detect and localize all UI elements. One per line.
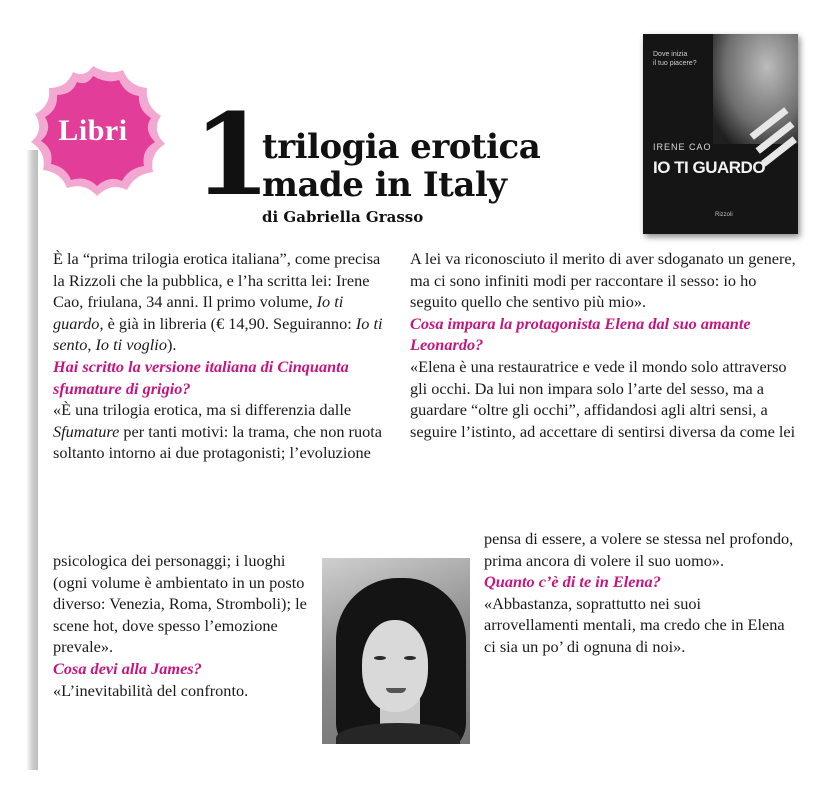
page-gutter-shadow — [26, 150, 38, 770]
section-label: Libri — [58, 114, 128, 147]
book-title-ref: Io ti guardo — [53, 292, 344, 333]
answer-2-continued: A lei va riconosciuto il merito di aver sdoganato un genere, ma ci sono infiniti modi per raccontare il sesso: io ho seguito quello che sentivo più mio». — [410, 249, 796, 312]
question-4: Quanto c’è di te in Elena? — [484, 572, 661, 592]
book-title-ref: Sfumature — [53, 421, 120, 441]
headline-number: 1 — [193, 90, 271, 221]
answer-4: «Abbastanza, soprattutto nei suoi arrovellamenti mentali, ma credo che in Elena ci sia un po’ di ognuna di noi». — [484, 593, 785, 656]
book-title: IO TI GUARDO — [653, 158, 766, 177]
intro-text: , è già in libreria (€ 14,90. Seguiranno: — [99, 313, 356, 333]
intro-paragraph — [53, 248, 393, 356]
book-title-ref: Io ti voglio — [95, 335, 167, 355]
intro-text: , — [87, 335, 96, 355]
book-publisher: Rizzoli — [715, 212, 733, 218]
photo-eye — [374, 656, 386, 660]
byline: di Gabriella Grasso — [262, 208, 424, 226]
headline-line-1: trilogia erotica — [262, 127, 541, 167]
article-column-left — [53, 248, 393, 464]
book-title-ref: Io ti sento — [53, 313, 383, 355]
answer-text: «È una trilogia erotica, ma si differenzia dalle — [53, 400, 352, 420]
author-portrait-photo — [322, 558, 470, 744]
intro-text: È la “prima trilogia erotica italiana”, come precisa la Rizzoli che la pubblica, e l’ha scritta lei: Irene Cao, friulana, 34 anni. Il primo volume, — [53, 249, 381, 312]
headline-line-2: made in Italy — [262, 165, 507, 205]
answer-3-continued: pensa di essere, a volere se stessa nel profondo, prima ancora di volere il suo uomo». — [484, 529, 794, 570]
article-column-left-narrow — [53, 550, 315, 701]
question-3: Cosa impara la protagonista Elena dal suo amante Leonardo? — [410, 313, 751, 355]
headline — [262, 128, 540, 204]
book-tagline-1: Dove inizia — [653, 51, 688, 58]
intro-text: ). — [166, 335, 177, 355]
photo-mouth — [386, 688, 406, 693]
question-1: Hai scritto la versione italiana di Cinquanta sfumature di grigio? — [53, 356, 349, 398]
photo-face — [362, 620, 428, 712]
answer-3: «Elena è una restauratrice e vede il mondo solo attraverso gli occhi. Da lui non impara solo l’arte del sesso, ma a guardare “oltre gli occhi”, affidandosi agli altri sensi, a seguire l’istinto, ad accettare di sentirsi diversa da come lei — [410, 356, 796, 441]
book-tagline — [653, 50, 697, 68]
question-2: Cosa devi alla James? — [53, 658, 202, 678]
article-column-right-narrow — [484, 528, 798, 658]
answer-1-continued: psicologica dei personaggi; i luoghi (ogni volume è ambientato in un posto diverso: Venezia, Roma, Stromboli); le scene hot, dove spesso l’emozione prevale». — [53, 551, 307, 657]
answer-2-start: «L’inevitabilità del confronto. — [53, 680, 249, 700]
answer-text: per tanti motivi: la trama, che non ruota soltanto intorno ai due protagonisti; l’evoluzione — [53, 421, 383, 463]
answer-1 — [53, 399, 393, 464]
article-column-right — [410, 248, 798, 442]
photo-eye — [404, 656, 416, 660]
book-author: IRENE CAO — [653, 142, 712, 152]
book-tagline-2: il tuo piacere? — [653, 60, 697, 67]
book-cover-image — [643, 34, 798, 234]
